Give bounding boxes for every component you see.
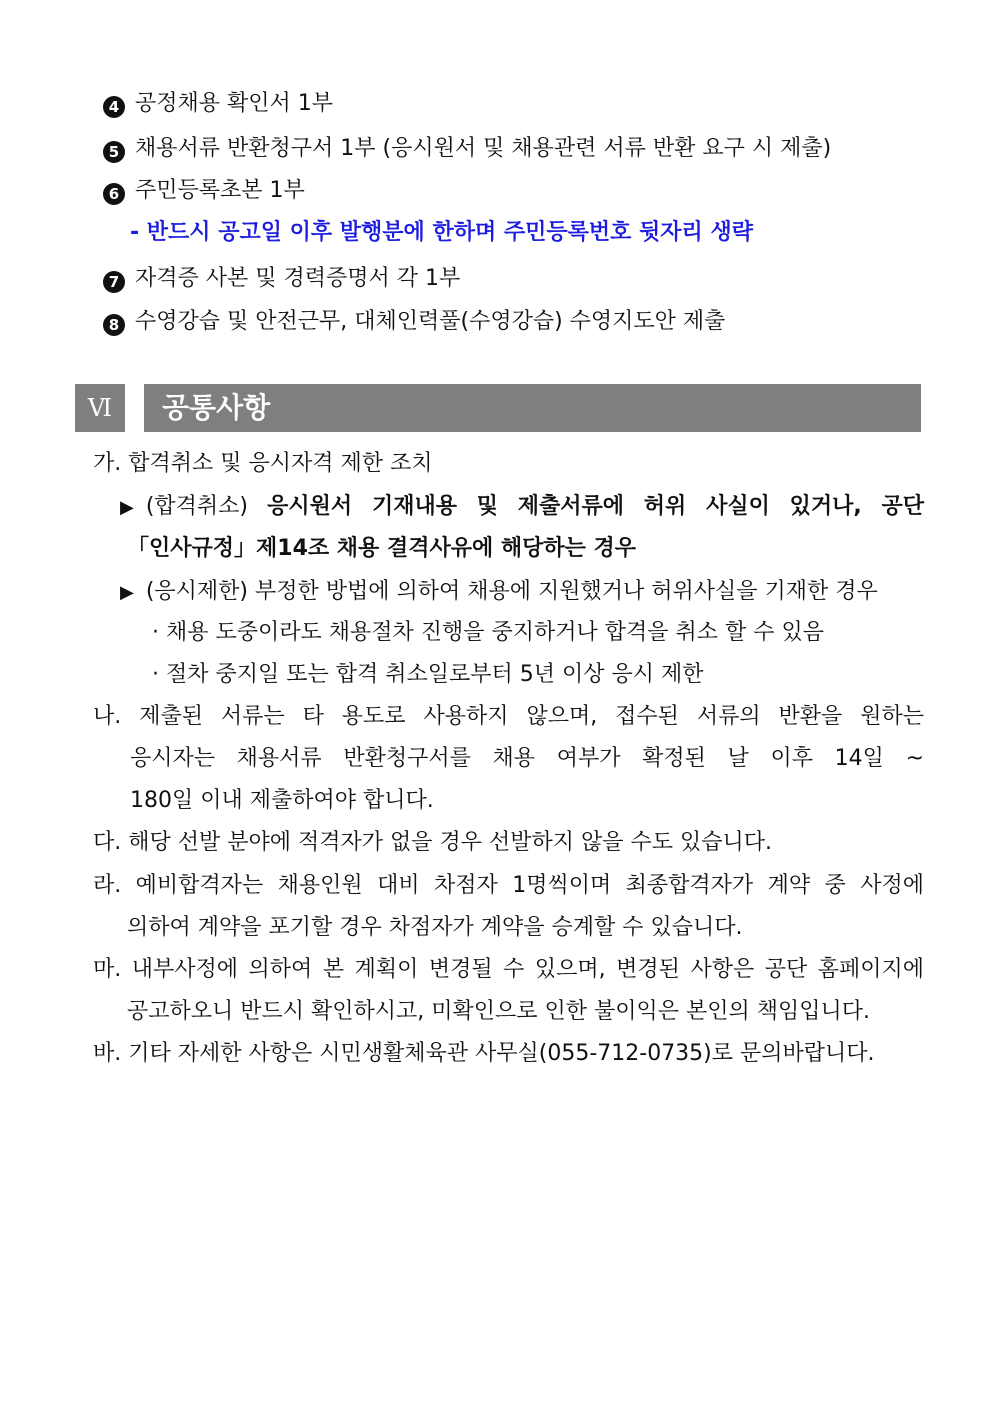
- bullet-bold-text: 응시원서 기재내용 및 제출서류에 허위 사실이 있거나, 공단: [267, 494, 924, 519]
- circled-number-8: 8: [103, 314, 125, 336]
- paragraph-ra-line-2: 의하여 계약을 포기할 경우 차점자가 계약을 승계할 수 있습니다.: [127, 915, 743, 940]
- section-title: 공통사항: [144, 384, 921, 432]
- section-number: Ⅵ: [75, 384, 125, 432]
- bullet-restrict: [120, 581, 878, 603]
- note-line: - 반드시 공고일 이후 발행분에 한하며 주민등록번호 뒷자리 생략: [130, 220, 753, 245]
- paragraph-da: 다. 해당 선발 분야에 적격자가 없을 경우 선발하지 않을 수도 있습니다.: [93, 830, 772, 855]
- circled-number-4: 4: [103, 96, 125, 118]
- sub-item: · 절차 중지일 또는 합격 취소일로부터 5년 이상 응시 제한: [152, 662, 704, 687]
- bullet-prefix: (합격취소): [145, 494, 249, 519]
- list-item-text: 주민등록초본 1부: [135, 178, 305, 203]
- list-item: [103, 138, 831, 163]
- list-item-text: 채용서류 반환청구서 1부 (응시원서 및 채용관련 서류 반환 요구 시 제출): [135, 136, 832, 161]
- list-item: [103, 93, 333, 118]
- circled-number-5: 5: [103, 141, 125, 163]
- triangle-bullet-icon: ▶: [120, 497, 134, 518]
- list-item: [103, 311, 725, 336]
- paragraph-ra-line-1: 라. 예비합격자는 채용인원 대비 차점자 1명씩이며 최종합격자가 계약 중 사정에: [93, 873, 924, 898]
- paragraph-na-line-1: 나. 제출된 서류는 타 용도로 사용하지 않으며, 접수된 서류의 반환을 원하는: [93, 704, 924, 729]
- bullet-cancel: [120, 496, 924, 518]
- circled-number-7: 7: [103, 271, 125, 293]
- paragraph-ba: 바. 기타 자세한 사항은 시민생활체육관 사무실(055-712-0735)로 문의바랍니다.: [93, 1041, 875, 1066]
- list-item-text: 수영강습 및 안전근무, 대체인력풀(수영강습) 수영지도안 제출: [135, 309, 726, 334]
- list-item-text: 자격증 사본 및 경력증명서 각 1부: [135, 266, 461, 291]
- circled-number-6: 6: [103, 183, 125, 205]
- bullet-cancel-continued: 「인사규정」제14조 채용 결격사유에 해당하는 경우: [127, 536, 637, 561]
- paragraph-ma-line-1: 마. 내부사정에 의하여 본 계획이 변경될 수 있으며, 변경된 사항은 공단 홈페이지에: [93, 957, 924, 982]
- list-item: [103, 268, 460, 293]
- list-item: [103, 180, 305, 205]
- triangle-bullet-icon: ▶: [120, 582, 134, 603]
- bullet-text: (응시제한) 부정한 방법에 의하여 채용에 지원했거나 허위사실을 기재한 경우: [145, 579, 878, 604]
- paragraph-na-line-2: 응시자는 채용서류 반환청구서를 채용 여부가 확정된 날 이후 14일 ~: [130, 746, 924, 771]
- list-item-text: 공정채용 확인서 1부: [135, 91, 333, 116]
- paragraph-ma-line-2: 공고하오니 반드시 확인하시고, 미확인으로 인한 불이익은 본인의 책임입니다.: [127, 999, 871, 1024]
- sub-item: · 채용 도중이라도 채용절차 진행을 중지하거나 합격을 취소 할 수 있음: [152, 620, 824, 645]
- paragraph-na-line-3: 180일 이내 제출하여야 합니다.: [130, 788, 434, 813]
- paragraph-ga-heading: 가. 합격취소 및 응시자격 제한 조치: [93, 451, 433, 476]
